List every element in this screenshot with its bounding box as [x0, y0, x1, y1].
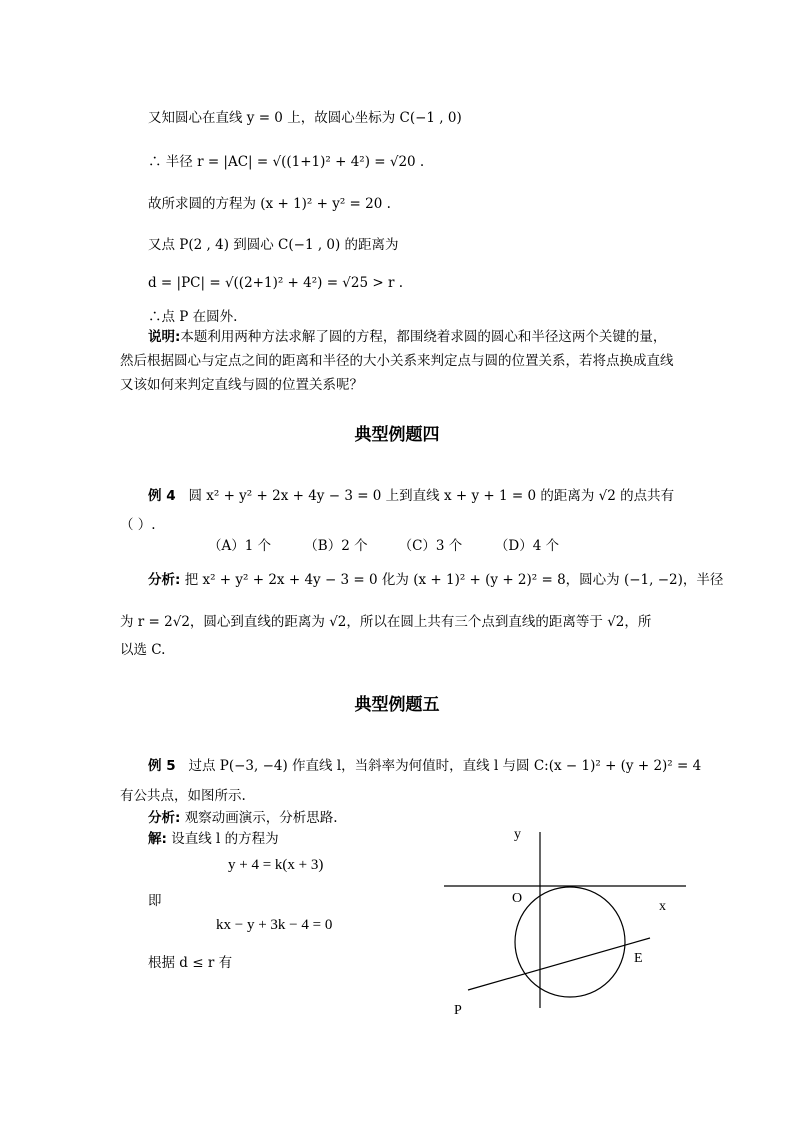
line-2: ∴ 半径 r = |AC| = √((1+1)² + 4²) = √20 .	[148, 154, 425, 170]
origin-label: O	[512, 891, 523, 906]
option-a: （A）1 个	[208, 538, 272, 554]
analysis5-line	[148, 806, 338, 826]
analysis5-text: 观察动画演示，分析思路.	[184, 810, 338, 826]
point-e-label: E	[634, 951, 643, 966]
section4-title: 典型例题四	[354, 425, 440, 445]
options-row	[208, 534, 559, 554]
solution-label: 解:	[148, 831, 167, 847]
equation-2: kx − y + 3k − 4 = 0	[216, 917, 333, 933]
example4-text: 圆 x² + y² + 2x + 4y − 3 = 0 上到直线 x + y + 1 = 0 的距离为 √2 的点共有	[188, 488, 675, 504]
analysis4-line3: 以选 C.	[120, 642, 166, 658]
example5-line1	[148, 754, 701, 774]
solution-text: 设直线 l 的方程为	[171, 831, 279, 847]
analysis4-line1	[148, 568, 723, 588]
equation-1: y + 4 = k(x + 3)	[228, 857, 324, 873]
line-6: ∴点 P 在圆外.	[148, 309, 238, 325]
note-paragraph	[120, 325, 676, 397]
example4-blank: （ ）.	[120, 517, 156, 533]
analysis4-text1: 把 x² + y² + 2x + 4y − 3 = 0 化为 (x + 1)² + (y + 2)² = 8，圆心为 (−1, −2)，半径	[184, 572, 724, 588]
circle-line-figure	[440, 822, 700, 1022]
option-b: （B）2 个	[304, 538, 368, 554]
solution-line	[148, 827, 279, 847]
line-3: 故所求圆的方程为 (x + 1)² + y² = 20 .	[148, 196, 391, 212]
example5-label: 例 5	[148, 758, 176, 774]
option-d: （D）4 个	[494, 538, 560, 554]
line-5: d = |PC| = √((2+1)² + 4²) = √25 > r .	[148, 275, 404, 291]
note-text: 本题利用两种方法求解了圆的方程，都围绕着求圆的圆心和半径这两个关键的量，然后根据圆心与定点之间的距离和半径的大小关系来判定点与圆的位置关系，若将点换成直线又该如何来判定直线与圆的位置关系呢？	[120, 329, 674, 393]
gen-line: 根据 d ≤ r 有	[148, 955, 233, 971]
analysis5-label: 分析:	[148, 810, 181, 826]
ji-label: 即	[148, 893, 162, 909]
example5-line2: 有公共点，如图所示.	[120, 788, 246, 804]
note-label: 说明:	[148, 329, 181, 345]
line-4: 又点 P(2 , 4) 到圆心 C(−1 , 0) 的距离为	[148, 237, 399, 253]
y-axis-label: y	[514, 827, 521, 842]
x-axis-label: x	[659, 899, 666, 914]
point-p-label: P	[454, 1003, 462, 1018]
section5-title: 典型例题五	[354, 695, 440, 715]
example5-text: 过点 P(−3, −4) 作直线 l，当斜率为何值时，直线 l 与圆 C:(x − 1)² + (y + 2)² = 4	[188, 758, 702, 774]
analysis4-label: 分析:	[148, 572, 181, 588]
line-l	[468, 938, 650, 990]
option-c: （C）3 个	[398, 538, 463, 554]
circle-c	[515, 887, 625, 997]
analysis4-line2: 为 r = 2√2，圆心到直线的距离为 √2，所以在圆上共有三个点到直线的距离等于 √2，所	[120, 614, 652, 630]
example4-label: 例 4	[148, 488, 176, 504]
line-1: 又知圆心在直线 y = 0 上，故圆心坐标为 C(−1 , 0)	[148, 110, 462, 126]
example4-line	[148, 484, 674, 504]
